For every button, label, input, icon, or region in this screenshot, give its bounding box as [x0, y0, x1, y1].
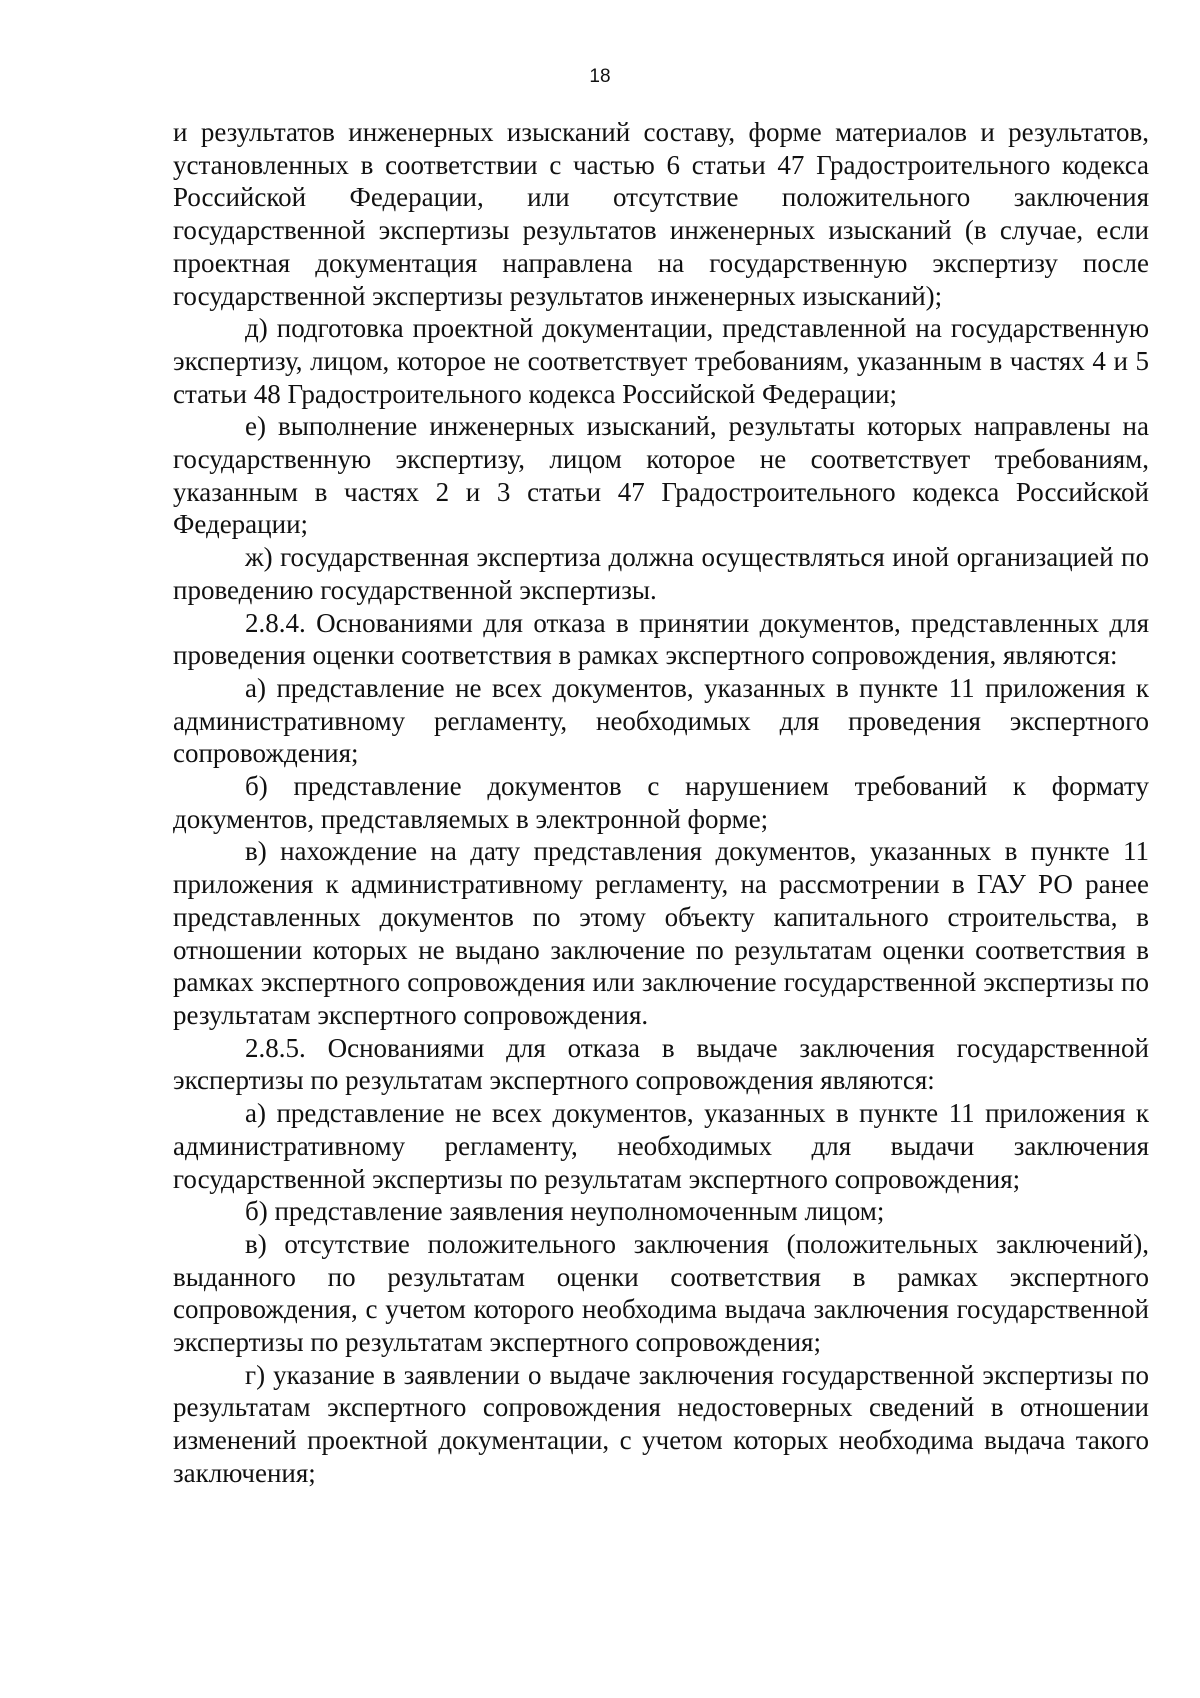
paragraph-section-2-8-4: 2.8.4. Основаниями для отказа в принятии документов, представленных для проведения оценки соответствия в рамках экспертного сопровождения, являются:: [173, 607, 1149, 671]
document-body: [173, 116, 1149, 1490]
paragraph-continuation: и результатов инженерных изысканий составу, форме материалов и результатов, установленных в соответствии с частью 6 статьи 47 Градостроительного кодекса Российской Федерации, или отсутствие положительного заключения государственной экспертизы результатов инженерных изысканий (в случае, если проектная документация направлена на государственную экспертизу после государственной экспертизы результатов инженерных изысканий);: [173, 117, 1149, 311]
paragraph-2-8-5-item-a: а) представление не всех документов, указанных в пункте 11 приложения к административному регламенту, необходимых для выдачи заключения государственной экспертизы по результатам экспертного сопровождения;: [173, 1098, 1149, 1194]
paragraph-2-8-5-item-b: б) представление заявления неуполномоченным лицом;: [245, 1196, 885, 1227]
paragraph-2-8-5-item-g: г) указание в заявлении о выдаче заключения государственной экспертизы по результатам экспертного сопровождения недостоверных сведений в отношении изменений проектной документации, с учетом которых необходима выдача такого заключения;: [173, 1359, 1149, 1488]
paragraph-section-2-8-5: 2.8.5. Основаниями для отказа в выдаче заключения государственной экспертизы по результатам экспертного сопровождения являются:: [173, 1032, 1149, 1096]
paragraph-item-e: е) выполнение инженерных изысканий, результаты которых направлены на государственную экспертизу, лицом которое не соответствует требованиям, указанным в частях 2 и 3 статьи 47 Градостроительного кодекса Российской Федерации;: [173, 411, 1149, 540]
paragraph-item-zh: ж) государственная экспертиза должна осуществляться иной организацией по проведению государственной экспертизы.: [173, 542, 1149, 605]
paragraph-2-8-4-item-v: в) нахождение на дату представления документов, указанных в пункте 11 приложения к административному регламенту, на рассмотрении в ГАУ РО ранее представленных документов по этому объекту капитального строительства, в отношении которых не выдано заключение по результатам оценки соответствия в рамках экспертного сопровождения или заключение государственной экспертизы по результатам экспертного сопровождения.: [173, 836, 1149, 1030]
paragraph-2-8-4-item-a: а) представление не всех документов, указанных в пункте 11 приложения к административному регламенту, необходимых для проведения экспертного сопровождения;: [173, 672, 1149, 769]
page-number: 18: [589, 66, 611, 87]
paragraph-2-8-4-item-b: б) представление документов с нарушением требований к формату документов, представляемых в электронной форме;: [173, 771, 1149, 834]
paragraph-2-8-5-item-v: в) отсутствие положительного заключения (положительных заключений), выданного по результатам оценки соответствия в рамках экспертного сопровождения, с учетом которого необходима выдача заключения государственной экспертизы по результатам экспертного сопровождения;: [173, 1228, 1149, 1358]
paragraph-item-d: д) подготовка проектной документации, представленной на государственную экспертизу, лицом, которое не соответствует требованиям, указанным в частях 4 и 5 статьи 48 Градостроительного кодекса Российской Федерации;: [173, 313, 1149, 409]
